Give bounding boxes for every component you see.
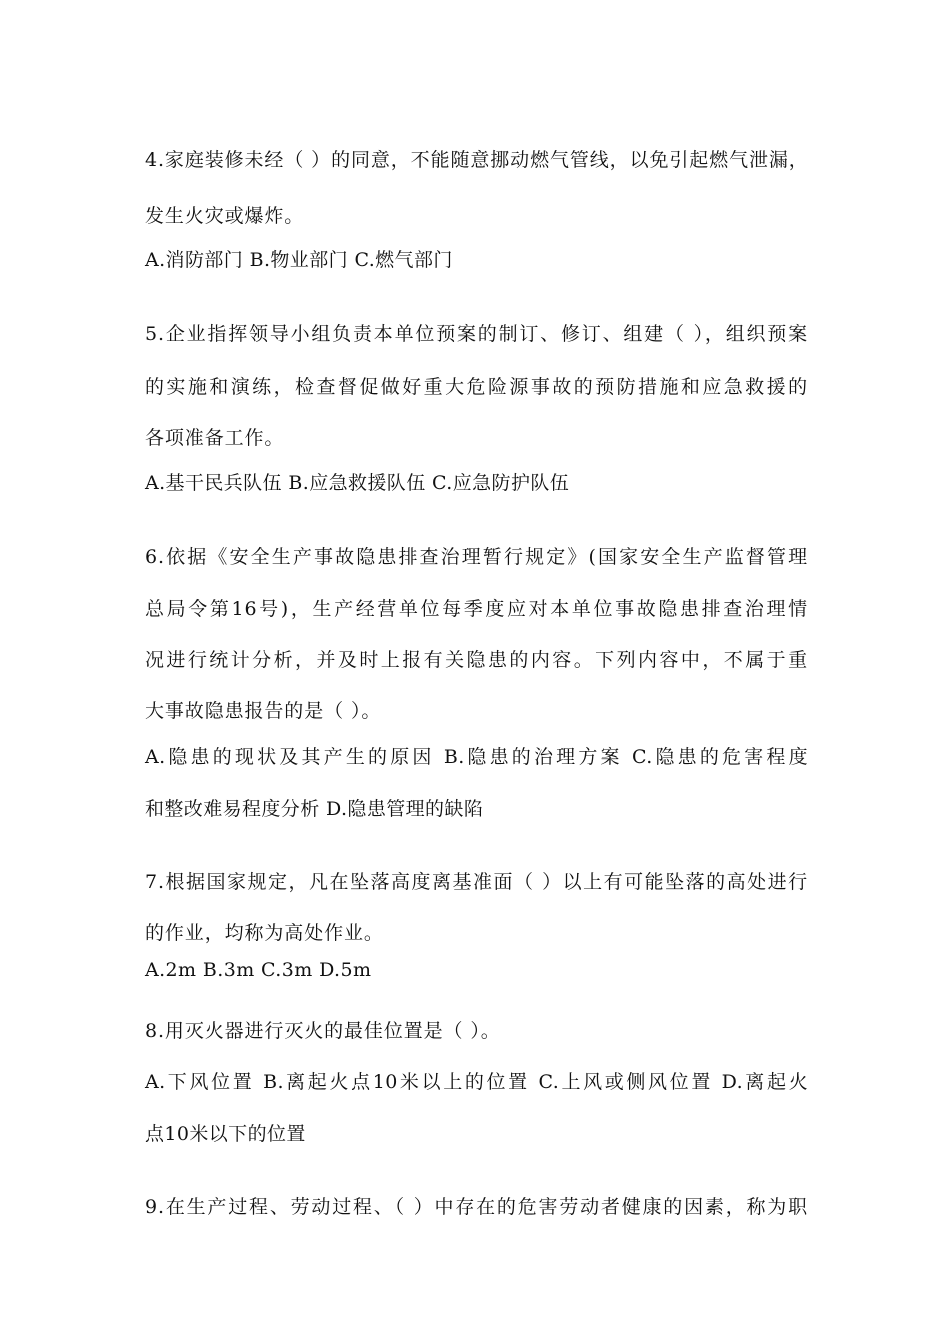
question-5-line-3: 各项准备工作。 bbox=[145, 427, 285, 449]
question-6-options-line-1: A.隐患的现状及其产生的原因 B.隐患的治理方案 C.隐患的危害程度 bbox=[145, 746, 808, 768]
question-5-line-2: 的实施和演练，检查督促做好重大危险源事故的预防措施和应急救援的 bbox=[145, 376, 808, 398]
question-6-options-line-2: 和整改难易程度分析 D.隐患管理的缺陷 bbox=[145, 798, 484, 820]
question-8-options-line-1: A.下风位置 B.离起火点10米以上的位置 C.上风或侧风位置 D.离起火 bbox=[145, 1071, 808, 1093]
question-4-line-1: 4.家庭装修未经（ ）的同意，不能随意挪动燃气管线，以免引起燃气泄漏， bbox=[145, 149, 809, 171]
question-9-line-1: 9.在生产过程、劳动过程、（ ）中存在的危害劳动者健康的因素，称为职 bbox=[145, 1196, 808, 1218]
question-5-options: A.基干民兵队伍 B.应急救援队伍 C.应急防护队伍 bbox=[145, 472, 570, 494]
question-5-line-1: 5.企业指挥领导小组负责本单位预案的制订、修订、组建（ ），组织预案 bbox=[145, 323, 808, 345]
question-7-options: A.2m B.3m C.3m D.5m bbox=[145, 959, 372, 981]
question-8-options-line-2: 点10米以下的位置 bbox=[145, 1123, 306, 1145]
question-8-line-1: 8.用灭火器进行灭火的最佳位置是（ ）。 bbox=[145, 1020, 501, 1042]
question-4-options: A.消防部门 B.物业部门 C.燃气部门 bbox=[145, 249, 453, 271]
question-6-line-4: 大事故隐患报告的是（ ）。 bbox=[145, 700, 382, 722]
question-6-line-2: 总局令第16号)，生产经营单位每季度应对本单位事故隐患排查治理情 bbox=[145, 598, 808, 620]
question-6-line-1: 6.依据《安全生产事故隐患排查治理暂行规定》(国家安全生产监督管理 bbox=[145, 546, 808, 568]
question-6-line-3: 况进行统计分析，并及时上报有关隐患的内容。下列内容中，不属于重 bbox=[145, 649, 808, 671]
question-4-line-2: 发生火灾或爆炸。 bbox=[145, 205, 305, 227]
question-7-line-2: 的作业，均称为高处作业。 bbox=[145, 922, 384, 944]
question-7-line-1: 7.根据国家规定，凡在坠落高度离基准面（ ）以上有可能坠落的高处进行 bbox=[145, 871, 808, 893]
